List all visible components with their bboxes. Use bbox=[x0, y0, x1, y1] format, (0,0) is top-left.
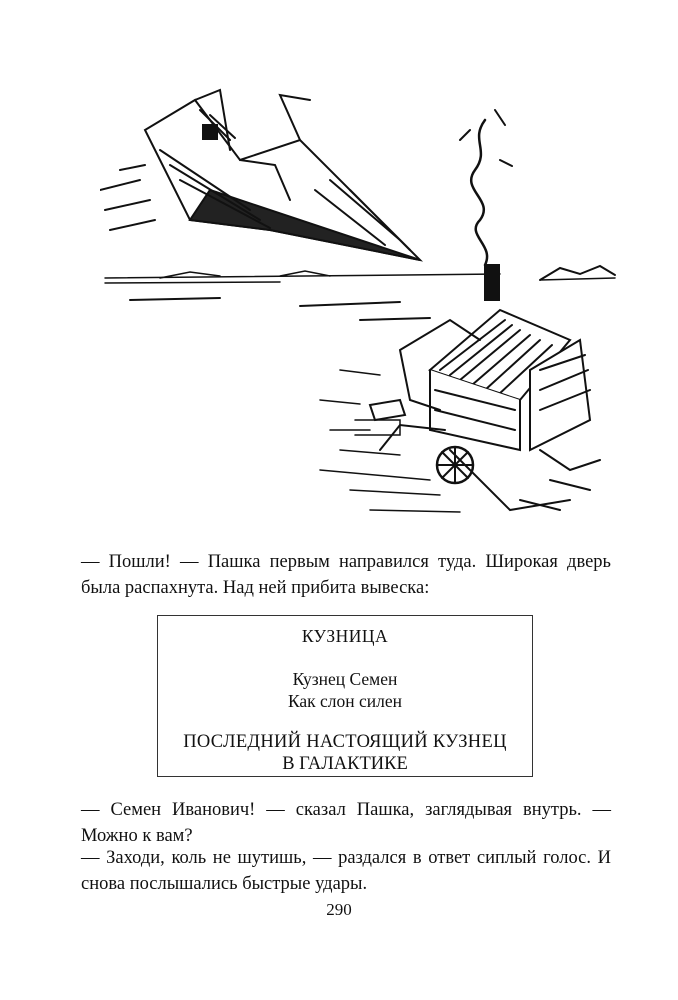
smoke-drawing bbox=[471, 120, 487, 265]
spaceship-drawing bbox=[100, 90, 420, 260]
sign-line-2: Как слон силен bbox=[287, 691, 403, 711]
horizon-drawing bbox=[105, 266, 615, 320]
sign-line-1: Кузнец Семен bbox=[292, 669, 398, 689]
page-number: 290 bbox=[326, 900, 352, 919]
paragraph-1: — Пошли! — Пашка первым направился туда. Широкая дверь была распахнута. Над ней прибита вывеска: bbox=[81, 552, 611, 598]
house-drawing bbox=[370, 265, 600, 510]
paragraph-3: — Заходи, коль не шутишь, — раздался в ответ сиплый голос. И снова послышались быстрые удары. bbox=[81, 848, 611, 894]
sign-slogan-2: В ГАЛАКТИКЕ bbox=[282, 754, 408, 774]
sign-slogan-1: ПОСЛЕДНИЙ НАСТОЯЩИЙ КУЗНЕЦ bbox=[183, 732, 507, 752]
paragraph-2: — Семен Иванович! — сказал Пашка, заглядывая внутрь. — Можно к вам? bbox=[81, 800, 611, 846]
illustration-spaceship-village bbox=[100, 70, 620, 530]
sign-title: КУЗНИЦА bbox=[301, 626, 389, 646]
signboard bbox=[157, 615, 533, 777]
